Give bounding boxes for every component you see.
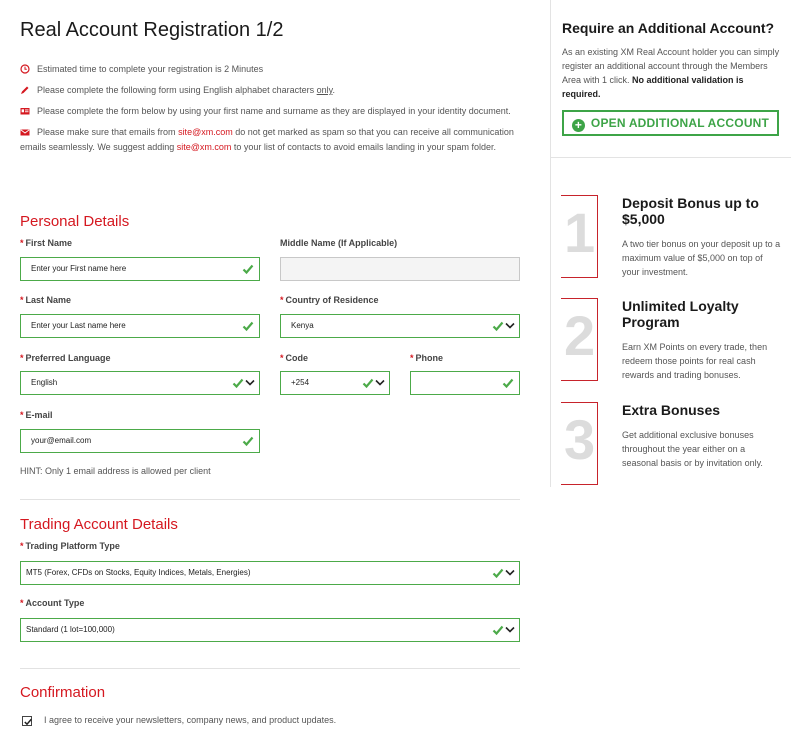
page-title: Real Account Registration 1/2 bbox=[20, 19, 284, 41]
note-spam: Please make sure that emails from site@xm.com do not get marked as spam so that you can receive all communication emails seamlessly. We suggest adding site@xm.com to your list of contacts to avoid emails landing in your spam folder. bbox=[20, 127, 514, 152]
sidebar-title: Require an Additional Account? bbox=[562, 20, 775, 36]
account-type-select[interactable]: Standard (1 lot=100,000) bbox=[20, 618, 520, 642]
promo-text: A two tier bonus on your deposit up to a maximum value of $5,000 on top of your investment. bbox=[622, 239, 781, 277]
promo-loyalty bbox=[561, 298, 786, 383]
email-hint: HINT: Only 1 email address is allowed per client bbox=[20, 466, 211, 476]
clock-icon bbox=[20, 64, 30, 74]
trading-details-title: Trading Account Details bbox=[20, 516, 178, 533]
chevron-down-icon bbox=[505, 322, 515, 330]
divider bbox=[20, 668, 520, 669]
phone-label: * Phone bbox=[410, 353, 444, 363]
divider bbox=[20, 499, 520, 500]
checkmark-icon bbox=[23, 717, 33, 727]
newsletter-checkbox[interactable] bbox=[22, 716, 32, 726]
check-icon bbox=[492, 567, 504, 579]
country-select[interactable]: Kenya bbox=[280, 314, 520, 338]
email-link[interactable]: site@xm.com bbox=[176, 141, 232, 152]
promo-title: Extra Bonuses bbox=[622, 402, 721, 418]
pencil-icon bbox=[20, 85, 30, 95]
note-identity: Please complete the form below by using your first name and surname as they are displayed in your identity document. bbox=[20, 104, 520, 119]
plus-circle-icon: + bbox=[572, 119, 585, 132]
note-alphabet: Please complete the following form using English alphabet characters only. bbox=[20, 83, 520, 98]
account-type-label: * Account Type bbox=[20, 598, 85, 608]
language-select[interactable]: English bbox=[20, 371, 260, 395]
last-name-input[interactable]: Enter your Last name here bbox=[20, 314, 260, 338]
email-link[interactable]: site@xm.com bbox=[178, 127, 233, 137]
id-card-icon bbox=[20, 106, 30, 116]
promo-number-box: 2 bbox=[561, 298, 598, 381]
code-select[interactable]: +254 bbox=[280, 371, 390, 395]
first-name-label: * First Name bbox=[20, 238, 73, 248]
promo-text: Get additional exclusive bonuses throughout the year either on a seasonal basis or by invitation only. bbox=[622, 430, 763, 468]
promo-deposit-bonus bbox=[561, 195, 786, 280]
chevron-down-icon bbox=[505, 626, 515, 634]
check-icon bbox=[242, 263, 254, 275]
chevron-down-icon bbox=[375, 379, 385, 387]
code-label: * Code bbox=[280, 353, 309, 363]
divider bbox=[551, 157, 791, 158]
last-name-label: * Last Name bbox=[20, 295, 72, 305]
promo-text: Earn XM Points on every trade, then redeem those points for real cash rewards and trading bonuses. bbox=[622, 342, 768, 380]
promo-extra-bonuses bbox=[561, 402, 786, 487]
platform-label: * Trading Platform Type bbox=[20, 541, 120, 551]
note-time: Estimated time to complete your registration is 2 Minutes bbox=[20, 62, 520, 77]
check-icon bbox=[242, 435, 254, 447]
personal-details-title: Personal Details bbox=[20, 213, 130, 230]
platform-select[interactable]: MT5 (Forex, CFDs on Stocks, Equity Indices, Metals, Energies) bbox=[20, 561, 520, 585]
sidebar-description: As an existing XM Real Account holder you can simply register an additional account through the Members Area with 1 click. No additional validation is required. bbox=[562, 47, 780, 99]
newsletter-label: I agree to receive your newsletters, company news, and product updates. bbox=[44, 715, 337, 725]
promo-title: Deposit Bonus up to $5,000 bbox=[622, 195, 759, 227]
promo-number-box: 3 bbox=[561, 402, 598, 485]
mail-icon bbox=[20, 127, 30, 137]
open-additional-account-button[interactable]: + OPEN ADDITIONAL ACCOUNT bbox=[562, 110, 779, 136]
chevron-down-icon bbox=[245, 379, 255, 387]
country-label: * Country of Residence bbox=[280, 295, 379, 305]
confirmation-title: Confirmation bbox=[20, 684, 106, 701]
check-icon bbox=[232, 377, 244, 389]
language-label: * Preferred Language bbox=[20, 353, 111, 363]
check-icon bbox=[502, 377, 514, 389]
email-input[interactable]: your@email.com bbox=[20, 429, 260, 453]
sidebar bbox=[550, 0, 791, 487]
check-icon bbox=[362, 377, 374, 389]
promo-title: Unlimited Loyalty Program bbox=[622, 298, 739, 330]
middle-name-input[interactable] bbox=[280, 257, 520, 281]
notes-list bbox=[20, 62, 520, 161]
chevron-down-icon bbox=[505, 569, 515, 577]
middle-name-label: Middle Name (If Applicable) bbox=[280, 238, 398, 248]
email-label: * E-mail bbox=[20, 410, 53, 420]
check-icon bbox=[492, 624, 504, 636]
promo-number-box: 1 bbox=[561, 195, 598, 278]
check-icon bbox=[492, 320, 504, 332]
phone-input[interactable] bbox=[410, 371, 520, 395]
first-name-input[interactable]: Enter your First name here bbox=[20, 257, 260, 281]
check-icon bbox=[242, 320, 254, 332]
